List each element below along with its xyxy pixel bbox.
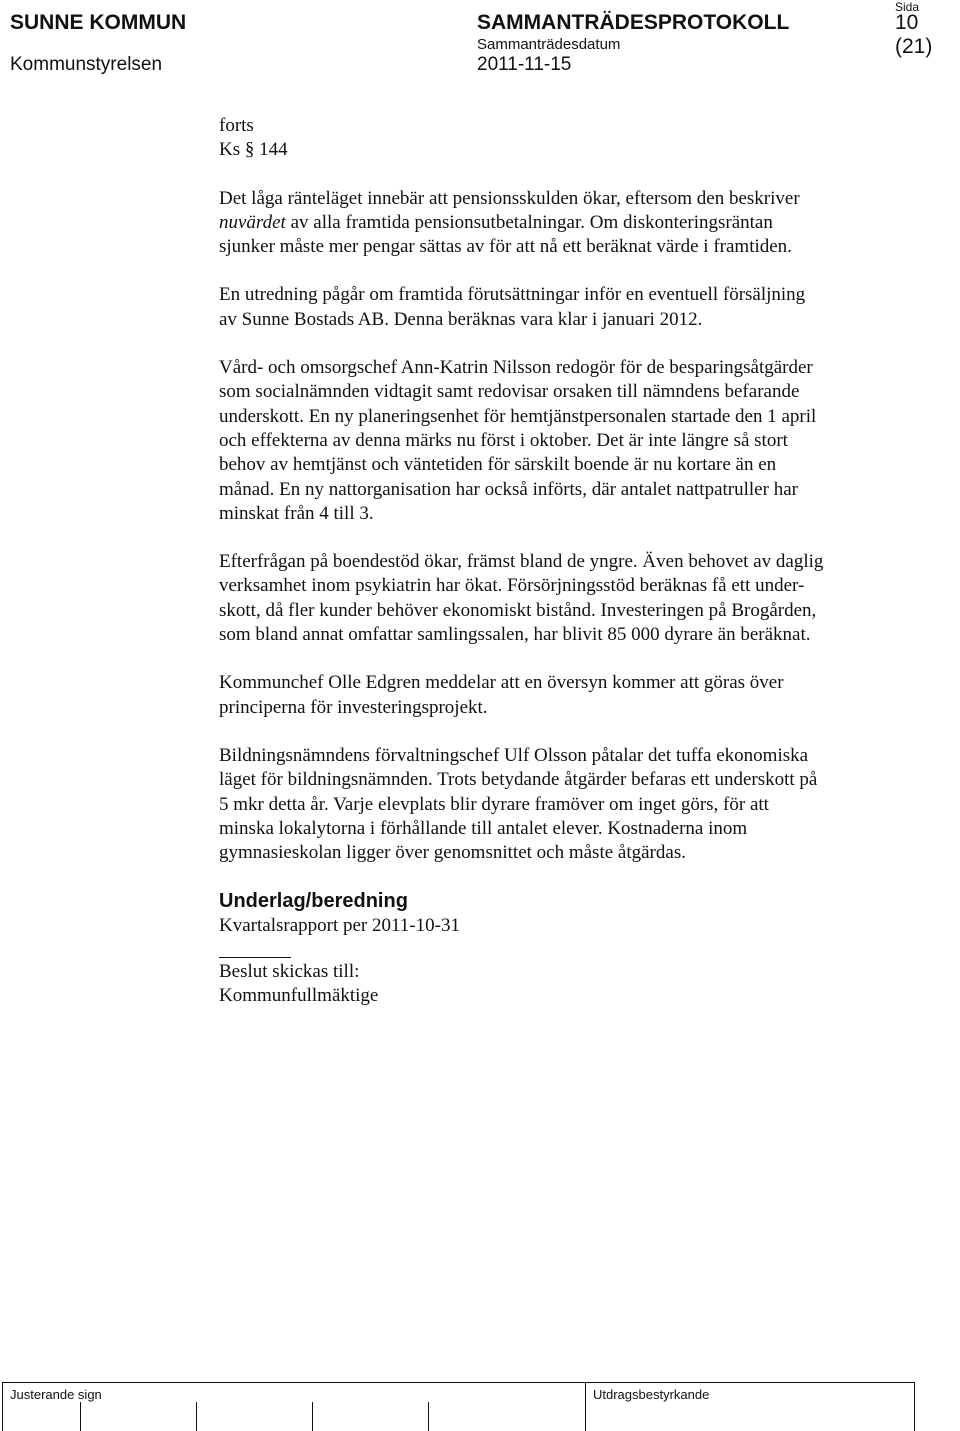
footer-top-rule [2, 1382, 915, 1383]
text-line: 5 mkr detta år. Varje elevplats blir dyrare framöver om inget görs, för att [219, 793, 769, 815]
text-line: underskott. En ny planeringsenhet för hemtjänstpersonalen startade den 1 april [219, 405, 817, 427]
emphasis-term: nuvärdet [219, 211, 286, 233]
page-number: 10 (21) [895, 11, 933, 58]
basis-heading: Underlag/beredning [219, 890, 408, 913]
section-reference: Ks § 144 [219, 139, 288, 161]
text-line: Det låga ränteläget innebär att pensionsskulden ökar, eftersom den beskriver [219, 187, 800, 209]
committee-name: Kommunstyrelsen [10, 54, 163, 75]
signature-footer [0, 1382, 960, 1431]
paragraph-education [219, 744, 919, 865]
text-line: månad. En ny nattorganisation har också införts, där antalet nattpatruller har [219, 478, 798, 500]
text-line: som bland annat omfattar samlingssalen, har blivit 85 000 dyrare än beräknat. [219, 624, 811, 646]
meeting-date-label: Sammanträdesdatum [477, 36, 621, 53]
paragraph-care [219, 356, 919, 526]
text-line: minska lokalytorna i förhållande till antalet elever. Kostnaderna inom [219, 817, 748, 839]
paragraph-support [219, 550, 919, 647]
text-line: Efterfrågan på boendestöd ökar, främst bland de yngre. Även behovet av daglig [219, 551, 824, 573]
text-line: Bildningsnämndens förvaltningschef Ulf Olsson påtalar det tuffa ekonomiska [219, 744, 809, 766]
extract-certifier-label: Utdragsbestyrkande [593, 1387, 710, 1402]
signature-box-divider [80, 1402, 81, 1431]
signature-box-divider [312, 1402, 313, 1431]
text-line: gymnasieskolan ligger över genomsnittet och måste åtgärdas. [219, 842, 686, 864]
text-line: och effekterna av denna märks nu först i oktober. Det är inte längre så stort [219, 429, 788, 451]
text-line: behov av hemtjänst och väntetiden för särskilt boende är nu kortare än en [219, 454, 777, 476]
text-line: av alla framtida pensionsutbetalningar. Om diskonteringsräntan [285, 211, 773, 233]
text-line: Vård- och omsorgschef Ann-Katrin Nilsson redogör för de besparingsåtgärder [219, 357, 813, 379]
sent-to-label: Beslut skickas till: [219, 961, 360, 983]
minutes-body [219, 114, 919, 1009]
organization-name: SUNNE KOMMUN [10, 11, 187, 34]
text-line: Kommunchef Olle Edgren meddelar att en översyn kommer att göras över [219, 672, 784, 694]
footer-right-border [914, 1382, 915, 1431]
text-line: En utredning pågår om framtida förutsättningar inför en eventuell försäljning [219, 284, 806, 306]
page-label: Sida [895, 0, 920, 14]
text-line: läget för bildningsnämnden. Trots betydande åtgärder befaras ett underskott på [219, 769, 818, 791]
paragraph-pension [219, 187, 919, 260]
page-header [0, 0, 960, 80]
text-line: av Sunne Bostads AB. Denna beräknas vara klar i januari 2012. [219, 308, 703, 330]
paragraph-housing-sale [219, 283, 919, 332]
text-line: sjunker måste mer pengar sättas av för att nå ett beräknat värde i framtiden. [219, 236, 792, 258]
separator-rule [219, 957, 291, 958]
text-line: principerna för investeringsprojekt. [219, 696, 488, 718]
text-line: skott, då fler kunder behöver ekonomiskt bistånd. Investeringen på Brogården, [219, 599, 817, 621]
text-line: verksamhet inom psykiatrin har ökat. Försörjningsstöd beräknas få ett under- [219, 575, 805, 597]
meeting-date: 2011-11-15 [477, 54, 572, 75]
verifying-signature-label: Justerande sign [10, 1387, 102, 1402]
signature-box-divider [196, 1402, 197, 1431]
continued-marker: forts [219, 115, 254, 136]
footer-left-border [2, 1382, 3, 1431]
signature-box-divider [428, 1402, 429, 1431]
sent-to-recipient: Kommunfullmäktige [219, 985, 379, 1007]
basis-text: Kvartalsrapport per 2011-10-31 [219, 914, 460, 936]
text-line: som socialnämnden vidtagit samt redovisar orsaken till nämndens befarande [219, 381, 800, 403]
document-title: SAMMANTRÄDESPROTOKOLL [477, 11, 790, 34]
paragraph-investment-review [219, 671, 919, 720]
text-line: minskat från 4 till 3. [219, 502, 374, 524]
footer-divider [585, 1382, 586, 1431]
